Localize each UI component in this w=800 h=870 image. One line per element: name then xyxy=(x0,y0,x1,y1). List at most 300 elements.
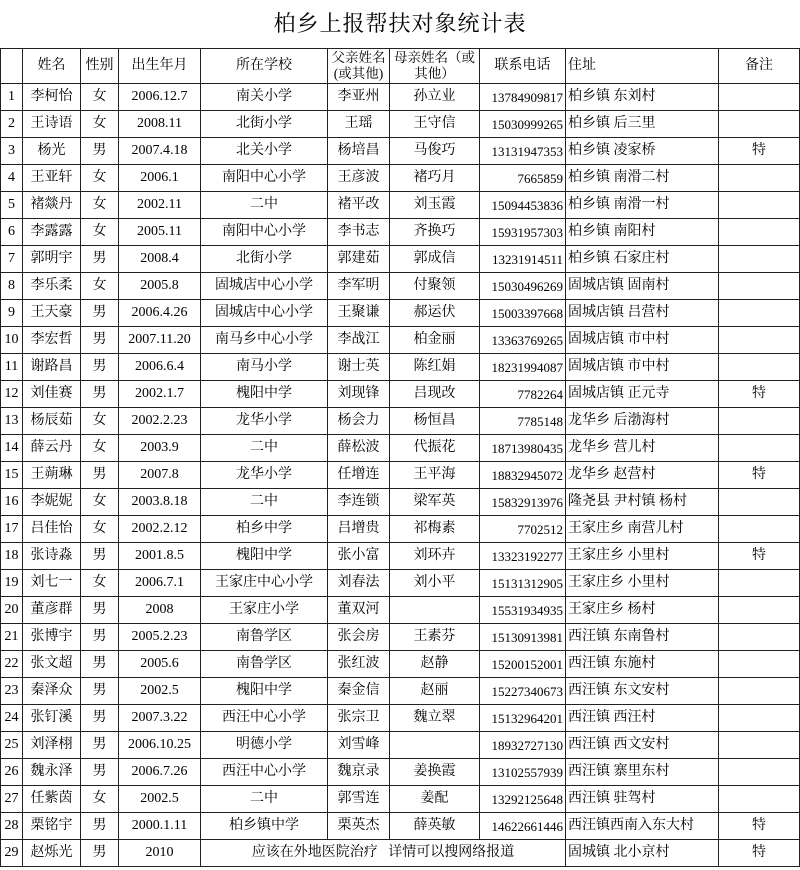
header-row xyxy=(1,49,800,84)
cell-index: 17 xyxy=(1,516,23,542)
cell-name: 王诗语 xyxy=(23,111,81,137)
cell-father-name: 刘现锋 xyxy=(328,381,390,407)
cell-birth-date: 2006.7.1 xyxy=(119,570,201,596)
cell-gender: 男 xyxy=(81,732,119,758)
table-row xyxy=(1,327,800,354)
cell-phone: 15003397668 xyxy=(480,300,566,326)
cell-note: 特 xyxy=(719,462,800,488)
cell-father-name: 褚平改 xyxy=(328,192,390,218)
cell-phone: 13323192277 xyxy=(480,543,566,569)
cell-gender: 男 xyxy=(81,543,119,569)
cell-birth-date: 2010 xyxy=(119,840,201,866)
cell-index: 1 xyxy=(1,84,23,110)
cell-father-name: 王聚谦 xyxy=(328,300,390,326)
cell-father-name: 张会房 xyxy=(328,624,390,650)
cell-merged-remark: 应该在外地医院治疗 详情可以搜网络报道 xyxy=(201,840,566,866)
cell-mother-name: 齐换巧 xyxy=(390,219,480,245)
cell-gender: 女 xyxy=(81,219,119,245)
cell-name: 谢路昌 xyxy=(23,354,81,380)
cell-mother-name: 付聚领 xyxy=(390,273,480,299)
cell-mother-name: 代振花 xyxy=(390,435,480,461)
cell-father-name: 王彦波 xyxy=(328,165,390,191)
cell-father-name: 李书志 xyxy=(328,219,390,245)
cell-address: 王家庄乡 小里村 xyxy=(566,543,719,569)
table-row xyxy=(1,408,800,435)
cell-birth-date: 2002.11 xyxy=(119,192,201,218)
cell-address: 王家庄乡 杨村 xyxy=(566,597,719,623)
cell-index: 23 xyxy=(1,678,23,704)
cell-note xyxy=(719,300,800,326)
cell-address: 柏乡镇 凌家桥 xyxy=(566,138,719,164)
cell-note xyxy=(719,786,800,812)
cell-phone: 13784909817 xyxy=(480,84,566,110)
table-row xyxy=(1,84,800,111)
cell-birth-date: 2007.8 xyxy=(119,462,201,488)
cell-address: 固城店镇 市中村 xyxy=(566,354,719,380)
cell-name: 刘泽栩 xyxy=(23,732,81,758)
cell-note: 特 xyxy=(719,381,800,407)
cell-note xyxy=(719,111,800,137)
cell-school: 南马小学 xyxy=(201,354,328,380)
cell-mother-name: 赵静 xyxy=(390,651,480,677)
cell-school: 西汪中心小学 xyxy=(201,705,328,731)
cell-index: 24 xyxy=(1,705,23,731)
cell-gender: 男 xyxy=(81,624,119,650)
cell-birth-date: 2007.3.22 xyxy=(119,705,201,731)
header-mother-line2: 其他） xyxy=(414,66,455,81)
cell-school: 二中 xyxy=(201,786,328,812)
cell-phone: 18231994087 xyxy=(480,354,566,380)
cell-address: 固城店镇 固南村 xyxy=(566,273,719,299)
cell-mother-name: 杨恒昌 xyxy=(390,408,480,434)
cell-address: 西汪镇 寨里东村 xyxy=(566,759,719,785)
cell-father-name: 张小富 xyxy=(328,543,390,569)
cell-note xyxy=(719,84,800,110)
table-row xyxy=(1,543,800,570)
cell-father-name: 王瑶 xyxy=(328,111,390,137)
cell-phone: 7785148 xyxy=(480,408,566,434)
table-row xyxy=(1,840,800,867)
cell-gender: 男 xyxy=(81,840,119,866)
cell-school: 南阳中心小学 xyxy=(201,219,328,245)
cell-address: 固城店镇 市中村 xyxy=(566,327,719,353)
cell-index: 10 xyxy=(1,327,23,353)
cell-birth-date: 2006.7.26 xyxy=(119,759,201,785)
cell-gender: 女 xyxy=(81,273,119,299)
table-row xyxy=(1,813,800,840)
cell-index: 19 xyxy=(1,570,23,596)
header-name: 姓名 xyxy=(23,49,81,83)
cell-school: 二中 xyxy=(201,192,328,218)
cell-gender: 男 xyxy=(81,759,119,785)
cell-address: 柏乡镇 南滑二村 xyxy=(566,165,719,191)
cell-note xyxy=(719,192,800,218)
cell-phone: 7782264 xyxy=(480,381,566,407)
cell-index: 29 xyxy=(1,840,23,866)
cell-gender: 女 xyxy=(81,786,119,812)
cell-note xyxy=(719,273,800,299)
cell-phone: 15227340673 xyxy=(480,678,566,704)
cell-index: 22 xyxy=(1,651,23,677)
cell-index: 20 xyxy=(1,597,23,623)
cell-address: 西汪镇 西文安村 xyxy=(566,732,719,758)
cell-mother-name: 吕现改 xyxy=(390,381,480,407)
cell-name: 董彦群 xyxy=(23,597,81,623)
cell-index: 8 xyxy=(1,273,23,299)
cell-phone: 13131947353 xyxy=(480,138,566,164)
table-row xyxy=(1,300,800,327)
cell-address: 王家庄乡 南营儿村 xyxy=(566,516,719,542)
cell-mother-name: 魏立翠 xyxy=(390,705,480,731)
cell-mother-name: 王守信 xyxy=(390,111,480,137)
cell-note: 特 xyxy=(719,543,800,569)
cell-birth-date: 2008.11 xyxy=(119,111,201,137)
cell-gender: 男 xyxy=(81,354,119,380)
cell-father-name: 李连锁 xyxy=(328,489,390,515)
header-mother-name xyxy=(390,49,480,83)
cell-birth-date: 2006.1 xyxy=(119,165,201,191)
cell-note xyxy=(719,624,800,650)
cell-mother-name: 郭成信 xyxy=(390,246,480,272)
cell-mother-name: 马俊巧 xyxy=(390,138,480,164)
cell-father-name: 张宗卫 xyxy=(328,705,390,731)
cell-index: 25 xyxy=(1,732,23,758)
table-row xyxy=(1,381,800,408)
cell-school: 槐阳中学 xyxy=(201,543,328,569)
cell-school: 固城店中心小学 xyxy=(201,273,328,299)
cell-father-name: 李战江 xyxy=(328,327,390,353)
header-gender: 性别 xyxy=(81,49,119,83)
table-row xyxy=(1,651,800,678)
cell-index: 28 xyxy=(1,813,23,839)
cell-index: 18 xyxy=(1,543,23,569)
cell-name: 李柯怡 xyxy=(23,84,81,110)
cell-school: 王家庄中心小学 xyxy=(201,570,328,596)
cell-note xyxy=(719,408,800,434)
cell-name: 赵烁光 xyxy=(23,840,81,866)
cell-note: 特 xyxy=(719,840,800,866)
cell-gender: 男 xyxy=(81,597,119,623)
cell-name: 王亚轩 xyxy=(23,165,81,191)
cell-address: 龙华乡 赵营村 xyxy=(566,462,719,488)
cell-father-name: 薛松波 xyxy=(328,435,390,461)
cell-index: 26 xyxy=(1,759,23,785)
cell-address: 王家庄乡 小里村 xyxy=(566,570,719,596)
cell-name: 郭明宇 xyxy=(23,246,81,272)
cell-name: 王天豪 xyxy=(23,300,81,326)
cell-mother-name: 薛英敏 xyxy=(390,813,480,839)
cell-father-name: 董双河 xyxy=(328,597,390,623)
cell-mother-name: 刘小平 xyxy=(390,570,480,596)
cell-birth-date: 2005.8 xyxy=(119,273,201,299)
cell-name: 任紫茵 xyxy=(23,786,81,812)
cell-phone: 15531934935 xyxy=(480,597,566,623)
cell-index: 6 xyxy=(1,219,23,245)
cell-name: 李妮妮 xyxy=(23,489,81,515)
cell-school: 王家庄小学 xyxy=(201,597,328,623)
cell-index: 9 xyxy=(1,300,23,326)
table-row xyxy=(1,219,800,246)
cell-birth-date: 2002.2.23 xyxy=(119,408,201,434)
cell-phone: 7702512 xyxy=(480,516,566,542)
cell-mother-name: 祁梅素 xyxy=(390,516,480,542)
cell-phone: 13292125648 xyxy=(480,786,566,812)
cell-birth-date: 2006.10.25 xyxy=(119,732,201,758)
cell-index: 3 xyxy=(1,138,23,164)
cell-address: 西汪镇 东文安村 xyxy=(566,678,719,704)
cell-school: 北街小学 xyxy=(201,111,328,137)
table-row xyxy=(1,516,800,543)
cell-name: 张博宇 xyxy=(23,624,81,650)
cell-address: 西汪镇 驻驾村 xyxy=(566,786,719,812)
cell-birth-date: 2002.2.12 xyxy=(119,516,201,542)
cell-mother-name xyxy=(390,732,480,758)
table-row xyxy=(1,786,800,813)
cell-note xyxy=(719,327,800,353)
table-row xyxy=(1,570,800,597)
cell-name: 李露露 xyxy=(23,219,81,245)
cell-gender: 女 xyxy=(81,408,119,434)
cell-gender: 女 xyxy=(81,165,119,191)
cell-mother-name: 姜配 xyxy=(390,786,480,812)
header-phone: 联系电话 xyxy=(480,49,566,83)
cell-mother-name xyxy=(390,597,480,623)
cell-phone: 13231914511 xyxy=(480,246,566,272)
cell-name: 张诗淼 xyxy=(23,543,81,569)
cell-index: 16 xyxy=(1,489,23,515)
header-mother-line1: 母亲姓名（或 xyxy=(394,50,475,65)
cell-phone: 15832913976 xyxy=(480,489,566,515)
cell-name: 杨辰茹 xyxy=(23,408,81,434)
cell-mother-name: 郝运伏 xyxy=(390,300,480,326)
cell-gender: 男 xyxy=(81,462,119,488)
cell-school: 二中 xyxy=(201,489,328,515)
cell-father-name: 郭雪连 xyxy=(328,786,390,812)
cell-index: 11 xyxy=(1,354,23,380)
cell-index: 14 xyxy=(1,435,23,461)
cell-school: 柏乡中学 xyxy=(201,516,328,542)
cell-father-name: 任增连 xyxy=(328,462,390,488)
cell-name: 栗铭宇 xyxy=(23,813,81,839)
cell-school: 柏乡镇中学 xyxy=(201,813,328,839)
table-row xyxy=(1,462,800,489)
header-father-line1: 父亲姓名 xyxy=(331,50,386,65)
cell-mother-name: 王素芬 xyxy=(390,624,480,650)
cell-school: 槐阳中学 xyxy=(201,381,328,407)
cell-name: 刘佳赛 xyxy=(23,381,81,407)
cell-father-name: 刘春法 xyxy=(328,570,390,596)
cell-phone: 18832945072 xyxy=(480,462,566,488)
cell-father-name: 杨培昌 xyxy=(328,138,390,164)
cell-phone: 15030496269 xyxy=(480,273,566,299)
header-father-line2: (或其他) xyxy=(333,66,384,81)
cell-phone: 13102557939 xyxy=(480,759,566,785)
cell-note xyxy=(719,246,800,272)
cell-index: 13 xyxy=(1,408,23,434)
table-row xyxy=(1,705,800,732)
table-row xyxy=(1,489,800,516)
cell-birth-date: 2002.5 xyxy=(119,786,201,812)
cell-mother-name: 刘玉霞 xyxy=(390,192,480,218)
cell-note: 特 xyxy=(719,813,800,839)
cell-school: 固城店中心小学 xyxy=(201,300,328,326)
cell-mother-name: 梁军英 xyxy=(390,489,480,515)
cell-phone: 18713980435 xyxy=(480,435,566,461)
cell-gender: 男 xyxy=(81,813,119,839)
cell-name: 吕佳怡 xyxy=(23,516,81,542)
cell-gender: 女 xyxy=(81,570,119,596)
cell-gender: 女 xyxy=(81,435,119,461)
cell-note: 特 xyxy=(719,138,800,164)
cell-address: 西汪镇 东施村 xyxy=(566,651,719,677)
table-row xyxy=(1,678,800,705)
header-school: 所在学校 xyxy=(201,49,328,83)
table-row xyxy=(1,273,800,300)
cell-phone: 13363769265 xyxy=(480,327,566,353)
cell-mother-name: 王平海 xyxy=(390,462,480,488)
cell-index: 7 xyxy=(1,246,23,272)
cell-phone: 15131312905 xyxy=(480,570,566,596)
cell-address: 柏乡镇 南阳村 xyxy=(566,219,719,245)
table-row xyxy=(1,138,800,165)
cell-gender: 男 xyxy=(81,705,119,731)
cell-note xyxy=(719,651,800,677)
table-row xyxy=(1,111,800,138)
table-row xyxy=(1,732,800,759)
cell-birth-date: 2008 xyxy=(119,597,201,623)
cell-phone: 15130913981 xyxy=(480,624,566,650)
cell-school: 南阳中心小学 xyxy=(201,165,328,191)
cell-father-name: 吕增贵 xyxy=(328,516,390,542)
cell-gender: 男 xyxy=(81,246,119,272)
table-row xyxy=(1,597,800,624)
cell-note xyxy=(719,489,800,515)
cell-gender: 男 xyxy=(81,327,119,353)
cell-birth-date: 2002.5 xyxy=(119,678,201,704)
cell-index: 2 xyxy=(1,111,23,137)
cell-father-name: 郭建茹 xyxy=(328,246,390,272)
table-row xyxy=(1,246,800,273)
cell-address: 隆尧县 尹村镇 杨村 xyxy=(566,489,719,515)
cell-phone: 15132964201 xyxy=(480,705,566,731)
header-father-name xyxy=(328,49,390,83)
cell-birth-date: 2003.9 xyxy=(119,435,201,461)
cell-mother-name: 孙立业 xyxy=(390,84,480,110)
cell-mother-name: 姜换霞 xyxy=(390,759,480,785)
cell-gender: 男 xyxy=(81,138,119,164)
cell-index: 5 xyxy=(1,192,23,218)
cell-school: 龙华小学 xyxy=(201,462,328,488)
cell-father-name: 刘雪峰 xyxy=(328,732,390,758)
cell-gender: 男 xyxy=(81,678,119,704)
cell-birth-date: 2005.6 xyxy=(119,651,201,677)
cell-school: 南鲁学区 xyxy=(201,624,328,650)
cell-address: 固城店镇 正元寺 xyxy=(566,381,719,407)
cell-birth-date: 2007.4.18 xyxy=(119,138,201,164)
cell-name: 薛云丹 xyxy=(23,435,81,461)
header-index xyxy=(1,49,23,83)
cell-school: 南马乡中心小学 xyxy=(201,327,328,353)
cell-school: 南关小学 xyxy=(201,84,328,110)
cell-mother-name: 陈红娟 xyxy=(390,354,480,380)
cell-name: 王蒴琳 xyxy=(23,462,81,488)
data-table xyxy=(0,48,800,867)
cell-name: 杨光 xyxy=(23,138,81,164)
cell-note xyxy=(719,705,800,731)
table-row xyxy=(1,435,800,462)
cell-birth-date: 2003.8.18 xyxy=(119,489,201,515)
cell-school: 槐阳中学 xyxy=(201,678,328,704)
cell-gender: 女 xyxy=(81,489,119,515)
cell-phone: 15094453836 xyxy=(480,192,566,218)
cell-address: 柏乡镇 石家庄村 xyxy=(566,246,719,272)
cell-index: 21 xyxy=(1,624,23,650)
cell-phone: 15200152001 xyxy=(480,651,566,677)
cell-index: 4 xyxy=(1,165,23,191)
cell-note xyxy=(719,678,800,704)
cell-note xyxy=(719,570,800,596)
cell-phone: 7665859 xyxy=(480,165,566,191)
table-title: 柏乡上报帮扶对象统计表 xyxy=(273,11,527,36)
cell-address: 龙华乡 营儿村 xyxy=(566,435,719,461)
cell-birth-date: 2005.2.23 xyxy=(119,624,201,650)
header-address: 住址 xyxy=(566,49,719,83)
cell-note xyxy=(719,435,800,461)
table-row xyxy=(1,624,800,651)
cell-mother-name: 刘环卉 xyxy=(390,543,480,569)
cell-birth-date: 2008.4 xyxy=(119,246,201,272)
cell-phone: 15931957303 xyxy=(480,219,566,245)
cell-address: 西汪镇 东南鲁村 xyxy=(566,624,719,650)
cell-index: 12 xyxy=(1,381,23,407)
cell-school: 北关小学 xyxy=(201,138,328,164)
cell-gender: 女 xyxy=(81,111,119,137)
cell-index: 27 xyxy=(1,786,23,812)
cell-note xyxy=(719,597,800,623)
cell-school: 二中 xyxy=(201,435,328,461)
cell-gender: 男 xyxy=(81,381,119,407)
cell-gender: 男 xyxy=(81,651,119,677)
cell-birth-date: 2007.11.20 xyxy=(119,327,201,353)
cell-address: 固城镇 北小京村 xyxy=(566,840,719,866)
table-row xyxy=(1,354,800,381)
cell-name: 李宏哲 xyxy=(23,327,81,353)
cell-father-name: 李亚州 xyxy=(328,84,390,110)
cell-father-name: 谢士英 xyxy=(328,354,390,380)
cell-father-name: 栗英杰 xyxy=(328,813,390,839)
header-birth-date: 出生年月 xyxy=(119,49,201,83)
cell-birth-date: 2001.8.5 xyxy=(119,543,201,569)
cell-mother-name: 褚巧月 xyxy=(390,165,480,191)
cell-gender: 女 xyxy=(81,516,119,542)
cell-address: 龙华乡 后渤海村 xyxy=(566,408,719,434)
cell-birth-date: 2005.11 xyxy=(119,219,201,245)
cell-gender: 女 xyxy=(81,84,119,110)
cell-father-name: 李军明 xyxy=(328,273,390,299)
cell-birth-date: 2006.6.4 xyxy=(119,354,201,380)
cell-birth-date: 2006.4.26 xyxy=(119,300,201,326)
cell-father-name: 秦金信 xyxy=(328,678,390,704)
cell-address: 西汪镇西南入东大村 xyxy=(566,813,719,839)
cell-phone: 18932727130 xyxy=(480,732,566,758)
cell-mother-name: 赵丽 xyxy=(390,678,480,704)
cell-father-name: 杨会力 xyxy=(328,408,390,434)
cell-index: 15 xyxy=(1,462,23,488)
cell-address: 柏乡镇 后三里 xyxy=(566,111,719,137)
table-row xyxy=(1,165,800,192)
cell-note xyxy=(719,732,800,758)
cell-school: 西汪中心小学 xyxy=(201,759,328,785)
